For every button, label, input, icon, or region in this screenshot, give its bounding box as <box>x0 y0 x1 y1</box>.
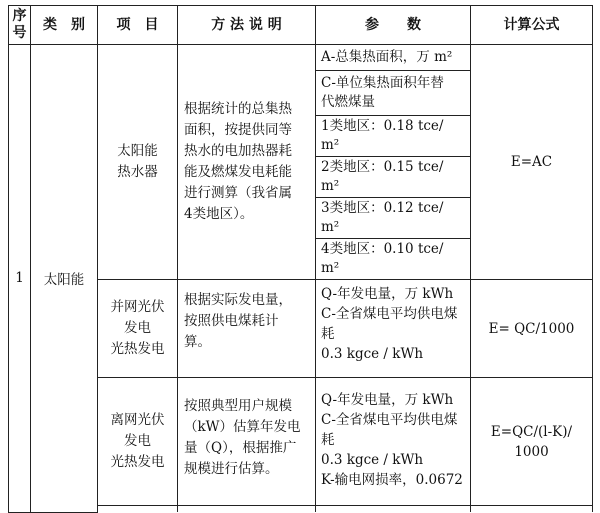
seq-cell: 1 <box>9 45 31 513</box>
energy-calculation-table <box>8 5 593 513</box>
empty-cell <box>316 506 471 513</box>
method-line: 按照典型用户规模 <box>184 398 292 414</box>
table-row <box>9 45 593 280</box>
method-line: 按照供电煤耗计 <box>184 313 279 329</box>
param-line: 代燃煤量 <box>321 94 375 110</box>
param-subrow <box>316 71 470 116</box>
item-name-line: 发电 <box>124 433 151 449</box>
item-name-line: 离网光伏 <box>110 412 165 428</box>
item-name-line: 并网光伏 <box>110 299 165 315</box>
header-formula: 计算公式 <box>471 6 593 45</box>
item-name-line: 光热发电 <box>110 341 165 357</box>
method-line: 4类地区）。 <box>184 206 254 222</box>
header-seq: 序 号 <box>9 6 31 45</box>
empty-cell <box>178 506 316 513</box>
method-line: 根据统计的总集热 <box>184 101 292 117</box>
header-row <box>9 6 593 45</box>
method-line: 热水的电加热器耗 <box>184 143 292 159</box>
formula-cell <box>471 378 593 506</box>
param-subrow: 1类地区：0.18 tce/ m² <box>316 116 470 157</box>
item-name-line: 热水器 <box>117 164 158 180</box>
header-params: 参 数 <box>316 6 471 45</box>
param-line: C-单位集热面积年替 <box>321 75 444 91</box>
item-name-cell <box>98 378 178 506</box>
method-cell <box>178 45 316 280</box>
category-cell: 太阳能 <box>31 45 98 513</box>
item-name-line: 光热发电 <box>110 454 165 470</box>
params-cell <box>316 378 471 506</box>
param-line: 0.3 kgce / kWh <box>321 346 424 362</box>
param-line: 耗 <box>321 432 335 448</box>
method-line: 根据实际发电量， <box>184 292 292 308</box>
params-cell <box>316 280 471 378</box>
param-subrow: 3类地区：0.12 tce/ m² <box>316 198 470 239</box>
param-line: 耗 <box>321 326 335 342</box>
params-cell <box>316 45 471 280</box>
method-cell <box>178 280 316 378</box>
method-line: （kW）估算年发电 <box>184 419 301 435</box>
formula-line: E=QC/(l-K)/ <box>490 423 573 440</box>
method-line: 规模进行估算。 <box>184 461 279 477</box>
method-line: 算。 <box>184 334 211 350</box>
item-name-cell <box>98 280 178 378</box>
method-cell <box>178 378 316 506</box>
param-subrow: 4类地区：0.10 tce/ m² <box>321 241 444 276</box>
item-name-cell <box>98 45 178 280</box>
formula-cell: E= QC/1000 <box>471 280 593 378</box>
item-name-line: 太阳能 <box>117 143 158 159</box>
param-line: Q-年发电量，万 kWh <box>321 286 454 302</box>
header-method: 方 法 说 明 <box>178 6 316 45</box>
param-line: C-全省煤电平均供电煤 <box>321 412 458 428</box>
param-subrow: 2类地区：0.15 tce/ m² <box>316 157 470 198</box>
param-line: Q-年发电量，万 kWh <box>321 392 454 408</box>
header-category: 类 别 <box>31 6 98 45</box>
param-line: C-全省煤电平均供电煤 <box>321 306 458 322</box>
method-line: 量（Q），根据推广 <box>184 440 297 456</box>
method-line: 进行测算（我省属 <box>184 185 292 201</box>
header-item: 项 目 <box>98 6 178 45</box>
formula-line: 1000 <box>514 443 549 460</box>
empty-cell <box>471 506 593 513</box>
method-line: 面积，按提供同等 <box>184 122 292 138</box>
param-subrow: A-总集热面积，万 m² <box>316 45 470 71</box>
empty-cell <box>98 506 178 513</box>
param-line: K-输电网损率，0.0672 <box>321 472 463 488</box>
formula-cell: E=AC <box>471 45 593 280</box>
param-line: 0.3 kgce / kWh <box>321 452 424 468</box>
item-name-line: 发电 <box>124 320 151 336</box>
method-line: 能及燃煤发电耗能 <box>184 164 292 180</box>
